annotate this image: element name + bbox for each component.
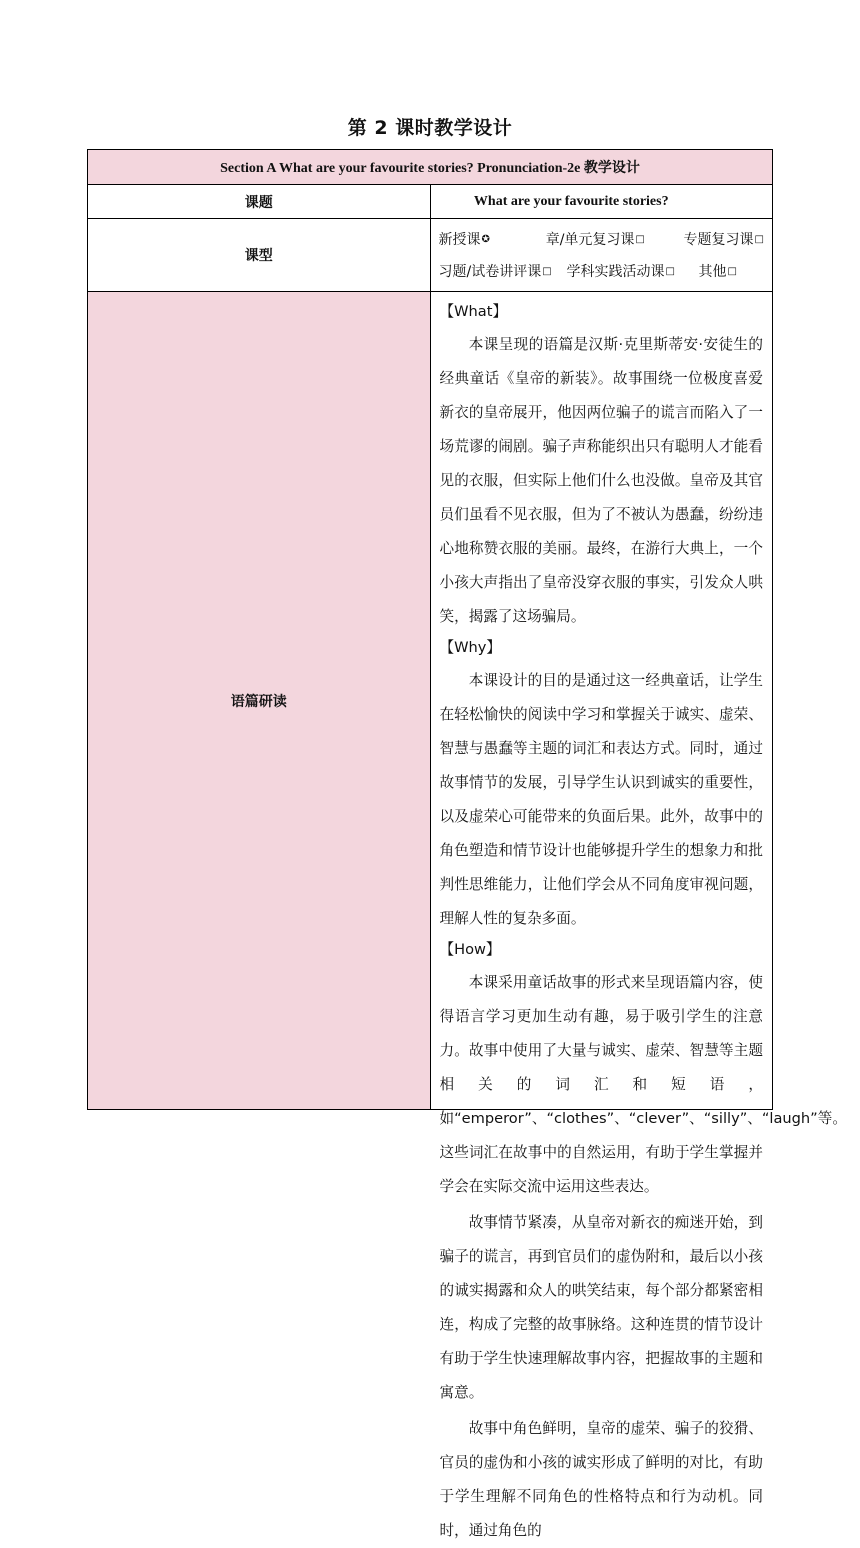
table-header: Section A What are your favourite stories? Pronunciation-2e 教学设计 <box>88 150 773 185</box>
option-other[interactable] <box>699 261 737 281</box>
topic-label: 课题 <box>88 185 431 219</box>
table-header-row <box>88 150 773 185</box>
option-label: 学科实践活动课 <box>566 264 665 280</box>
option-practice-activity[interactable] <box>567 261 699 281</box>
lesson-type-label: 课型 <box>88 219 431 292</box>
text-study-content <box>430 292 847 1539</box>
how-heading: 【How】 <box>439 941 501 958</box>
option-unit-review[interactable] <box>546 229 684 249</box>
checked-mark-icon: ✪ <box>481 233 490 245</box>
how-paragraph-1: 本课采用童话故事的形式来呈现语篇内容，使得语言学习更加生动有趣，易于吸引学生的注意力。故事中使用了大量与诚实、虚荣、智慧等主题相关的词汇和短语，如“emperor”、“clothes”、“clever”、“silly”、“laugh”等。这些词汇在故事中的自然运用，有助于学生掌握并学会在实际交流中运用这些表达。 <box>439 974 847 1195</box>
option-label: 习题/试卷讲评课 <box>438 264 542 280</box>
how-paragraph-2: 故事情节紧凑，从皇帝对新衣的痴迷开始，到骗子的谎言，再到官员们的虚伪附和，最后以小孩的诚实揭露和众人的哄笑结束，每个部分都紧密相连，构成了完整的故事脉络。这种连贯的情节设计有助于学生快速理解故事内容，把握故事的主题和寓意。 <box>439 1214 763 1401</box>
how-paragraph-3: 故事中角色鲜明，皇帝的虚荣、骗子的狡猾、官员的虚伪和小孩的诚实形成了鲜明的对比，有助于学生理解不同角色的性格特点和行为动机。同时，通过角色的 <box>439 1420 763 1539</box>
why-heading: 【Why】 <box>439 639 502 656</box>
option-new-lesson[interactable] <box>439 229 546 249</box>
topic-row <box>88 185 773 219</box>
lesson-type-row-1 <box>439 223 765 255</box>
option-exercise-review[interactable] <box>439 261 567 281</box>
why-paragraph: 本课设计的目的是通过这一经典童话，让学生在轻松愉快的阅读中学习和掌握关于诚实、虚荣、智慧与愚蠢等主题的词汇和表达方式。同时，通过故事情节的发展，引导学生认识到诚实的重要性，以及虚荣心可能带来的负面后果。此外，故事中的角色塑造和情节设计也能够提升学生的想象力和批判性思维能力，让他们学会从不同角度审视问题，理解人性的复杂多面。 <box>439 672 763 927</box>
lesson-type-options <box>430 219 773 292</box>
document-title: 第 2 课时教学设计 <box>347 117 513 139</box>
text-study-row <box>88 292 773 1110</box>
what-paragraph: 本课呈现的语篇是汉斯·克里斯蒂安·安徒生的经典童话《皇帝的新装》。故事围绕一位极度喜爱新衣的皇帝展开，他因两位骗子的谎言而陷入了一场荒谬的闹剧。骗子声称能织出只有聪明人才能看见的衣服，但实际上他们什么也没做。皇帝及其官员们虽看不见衣服，但为了不被认为愚蠢，纷纷违心地称赞衣服的美丽。最终，在游行大典上，一个小孩大声指出了皇帝没穿衣服的事实，引发众人哄笑，揭露了这场骗局。 <box>439 336 763 625</box>
checkbox-icon: □ <box>542 265 552 277</box>
text-study-label: 语篇研读 <box>88 292 431 1110</box>
checkbox-icon: □ <box>635 233 645 245</box>
option-label: 新授课 <box>438 232 481 248</box>
option-label: 专题复习课 <box>683 232 754 248</box>
checkbox-icon: □ <box>665 265 675 277</box>
option-label: 章/单元复习课 <box>545 232 635 248</box>
lesson-type-row <box>88 219 773 292</box>
checkbox-icon: □ <box>754 233 764 245</box>
option-topic-review[interactable] <box>684 229 764 249</box>
topic-value: What are your favourite stories? <box>430 185 773 219</box>
option-label: 其他 <box>698 264 727 280</box>
lesson-design-table <box>87 149 847 1539</box>
what-heading: 【What】 <box>439 303 508 320</box>
lesson-type-row-2 <box>439 255 765 287</box>
checkbox-icon: □ <box>727 265 737 277</box>
